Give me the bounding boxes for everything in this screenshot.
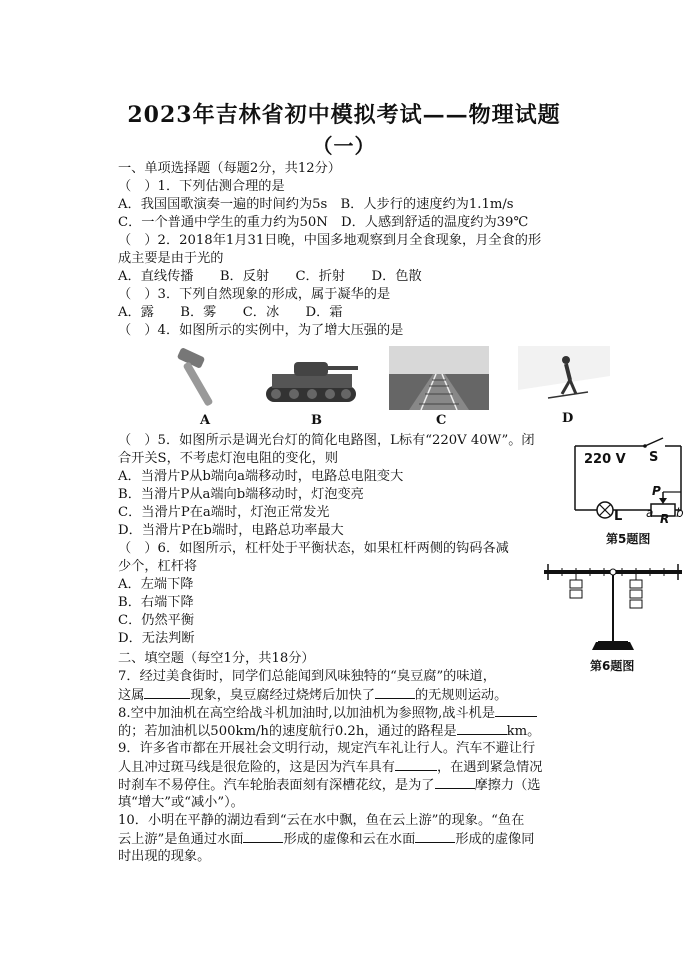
railway-track-image (389, 346, 489, 410)
q5-option-d: D．当滑片P在b端时，电路总功率最大 (118, 523, 344, 538)
q10-line3: 时出现的现象。 (118, 849, 211, 864)
q10-text-a: 云上游”是鱼通过水面 (118, 832, 244, 847)
q7-line2 (118, 686, 507, 705)
q9-text-a: 人且冲过斑马线是很危险的，这是因为汽车具有 (118, 760, 395, 775)
q6-option-c: C．仍然平衡 (118, 613, 195, 628)
fig5-voltage-label: 220 V (584, 452, 626, 467)
q5-stem-line1: （ ）5．如图所示是调光台灯的简化电路图，L标有“220V 40W”。闭 (118, 433, 535, 448)
q9-text-d: 摩擦力（选 (474, 778, 541, 793)
page-title: 2023年吉林省初中模拟考试——物理试题 (127, 102, 561, 128)
fig5-end-a-label: a (646, 506, 654, 520)
q8-text-a: 8.空中加油机在高空给战斗机加油时,以加油机为参照物,战斗机是 (118, 706, 496, 721)
q4-label-d: D (562, 411, 574, 426)
q9-text-c: 时刹车不易停住。汽车轮胎表面刻有深槽花纹，是为了 (118, 778, 435, 793)
lever-diagram (540, 560, 686, 658)
q8-text-c: km。 (506, 724, 541, 739)
q1-options-cd: C．一个普通中学生的重力约为50N D．人感到舒适的温度约为39℃ (118, 215, 529, 230)
q8-blank-1[interactable] (495, 704, 537, 717)
section-1-heading: 一、单项选择题（每题2分，共12分） (118, 161, 341, 176)
q9-line2 (118, 758, 542, 777)
q9-text-b: ，在遇到紧急情况 (436, 760, 543, 775)
q1-options-ab: A．我国国歌演奏一遍的时间约为5s B．人步行的速度约为1.1m/s (118, 197, 514, 212)
q1-stem: （ ）1．下列估测合理的是 (118, 179, 285, 194)
q7-blank-1[interactable] (144, 686, 190, 699)
q10-line1: 10．小明在平静的湖边看到“云在水中飘，鱼在云上游”的现象。“鱼在 (118, 813, 525, 828)
q8-line1 (118, 704, 537, 723)
q3-stem: （ ）3．下列自然现象的形成，属于凝华的是 (118, 287, 391, 302)
q6-option-b: B．右端下降 (118, 595, 194, 610)
q9-line1: 9．许多省市都在开展社会文明行动，规定汽车礼让行人。汽车不避让行 (118, 741, 536, 756)
q7-line1: 7．经过美食街时，同学们总能闻到风味独特的“臭豆腐”的味道， (118, 669, 496, 684)
q9-line4: 填“增大”或“减小”）。 (118, 795, 244, 810)
fig5-switch-label: S (649, 450, 659, 465)
q4-label-a: A (200, 413, 211, 428)
q8-blank-2[interactable] (457, 722, 507, 735)
q9-line3 (118, 776, 540, 795)
q4-label-b: B (311, 413, 322, 428)
q10-text-b: 形成的虚像和云在水面 (283, 832, 416, 847)
q8-text-b: 的；若加油机以500km/h的速度航行0.2h，通过的路程是 (118, 724, 457, 739)
q3-options: A．露 B．雾 C．冰 D．霜 (118, 305, 343, 320)
skier-image (518, 346, 610, 410)
q2-stem-line1: （ ）2．2018年1月31日晚，中国多地观察到月全食现象，月全食的形 (118, 233, 542, 248)
q2-stem-line2: 成主要是由于光的 (118, 251, 224, 266)
fig5-end-b-label: b (676, 506, 684, 520)
fig5-lamp-label: L (614, 509, 623, 524)
q4-stem: （ ）4．如图所示的实例中，为了增大压强的是 (118, 323, 404, 338)
fig5-resistor-label: R (660, 512, 670, 526)
q2-options: A．直线传播 B．反射 C．折射 D．色散 (118, 269, 422, 284)
q10-text-c: 形成的虚像同 (455, 832, 535, 847)
q9-blank-1[interactable] (395, 758, 437, 771)
q6-option-d: D．无法判断 (118, 631, 195, 646)
q7-text-c: 的无规则运动。 (415, 688, 508, 703)
q9-blank-2[interactable] (435, 776, 475, 789)
q6-option-a: A．左端下降 (118, 577, 194, 592)
q8-line2 (118, 722, 540, 741)
q5-option-b: B．当滑片P从a端向b端移动时，灯泡变亮 (118, 487, 364, 502)
page-subtitle: （一） (312, 134, 376, 158)
q10-blank-1[interactable] (243, 830, 283, 843)
fig5-caption: 第5题图 (606, 532, 651, 546)
q7-text-b: 现象，臭豆腐经过烧烤后加快了 (190, 688, 375, 703)
q7-text-a: 这属 (118, 688, 145, 703)
fig6-caption: 第6题图 (590, 659, 635, 673)
q6-stem-line2: 少个，杠杆将 (118, 559, 198, 574)
fig5-slider-label: P (652, 484, 661, 498)
q5-option-c: C．当滑片P在a端时，灯泡正常发光 (118, 505, 330, 520)
q10-line2 (118, 830, 534, 849)
q5-option-a: A．当滑片P从b端向a端移动时，电路总电阻变大 (118, 469, 404, 484)
section-2-heading: 二、填空题（每空1分，共18分） (118, 651, 315, 666)
q6-stem-line1: （ ）6．如图所示，杠杆处于平衡状态，如果杠杆两侧的钩码各减 (118, 541, 509, 556)
q7-blank-2[interactable] (375, 686, 415, 699)
q4-label-c: C (436, 413, 447, 428)
q5-stem-line2: 合开关S，不考虑灯泡电阻的变化，则 (118, 451, 339, 466)
q10-blank-2[interactable] (415, 830, 455, 843)
tank-image (258, 346, 362, 410)
hammer-image (172, 346, 232, 412)
